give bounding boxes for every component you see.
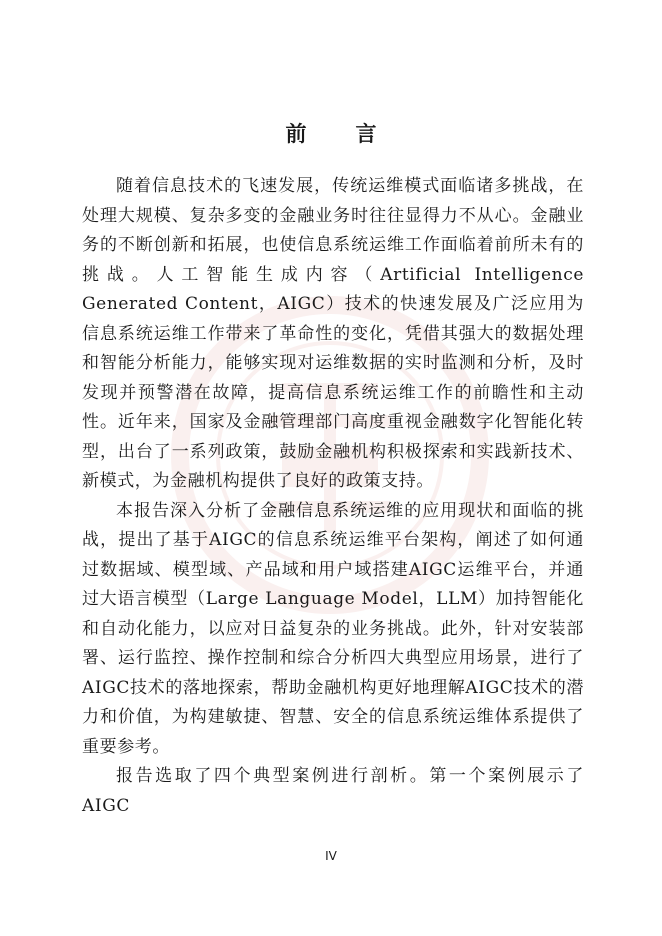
page-number: IV	[325, 849, 337, 863]
body-text	[82, 172, 584, 821]
paragraph-1: 随着信息技术的飞速发展，传统运维模式面临诸多挑战，在处理大规模、复杂多变的金融业务时往往显得力不从心。金融业务的不断创新和拓展，也使信息系统运维工作面临着前所未有的挑战。人工智能生成内容（Artificial Intelligence Generated Content，AIGC）技术的快速发展及广泛应用为信息系统运维工作带来了革命性的变化，凭借其强大的数据处理和智能分析能力，能够实现对运维数据的实时监测和分析，及时发现并预警潜在故障，提高信息系统运维工作的前瞻性和主动性。近年来，国家及金融管理部门高度重视金融数字化智能化转型，出台了一系列政策，鼓励金融机构积极探索和实践新技术、新模式，为金融机构提供了良好的政策支持。	[82, 176, 584, 491]
page-title: 前 言	[285, 121, 391, 146]
paragraph-2: 本报告深入分析了金融信息系统运维的应用现状和面临的挑战，提出了基于AIGC的信息系统运维平台架构，阐述了如何通过数据域、模型域、产品域和用户域搭建AIGC运维平台，并通过大语言模型（Large Language Model，LLM）加持智能化和自动化能力，以应对日益复杂的业务挑战。此外，针对安装部署、运行监控、操作控制和综合分析四大典型应用场景，进行了AIGC技术的落地探索，帮助金融机构更好地理解AIGC技术的潜力和价值，为构建敏捷、智慧、安全的信息系统运维体系提供了重要参考。	[82, 500, 584, 757]
paragraph-3: 报告选取了四个典型案例进行剖析。第一个案例展示了AIGC	[82, 766, 584, 816]
